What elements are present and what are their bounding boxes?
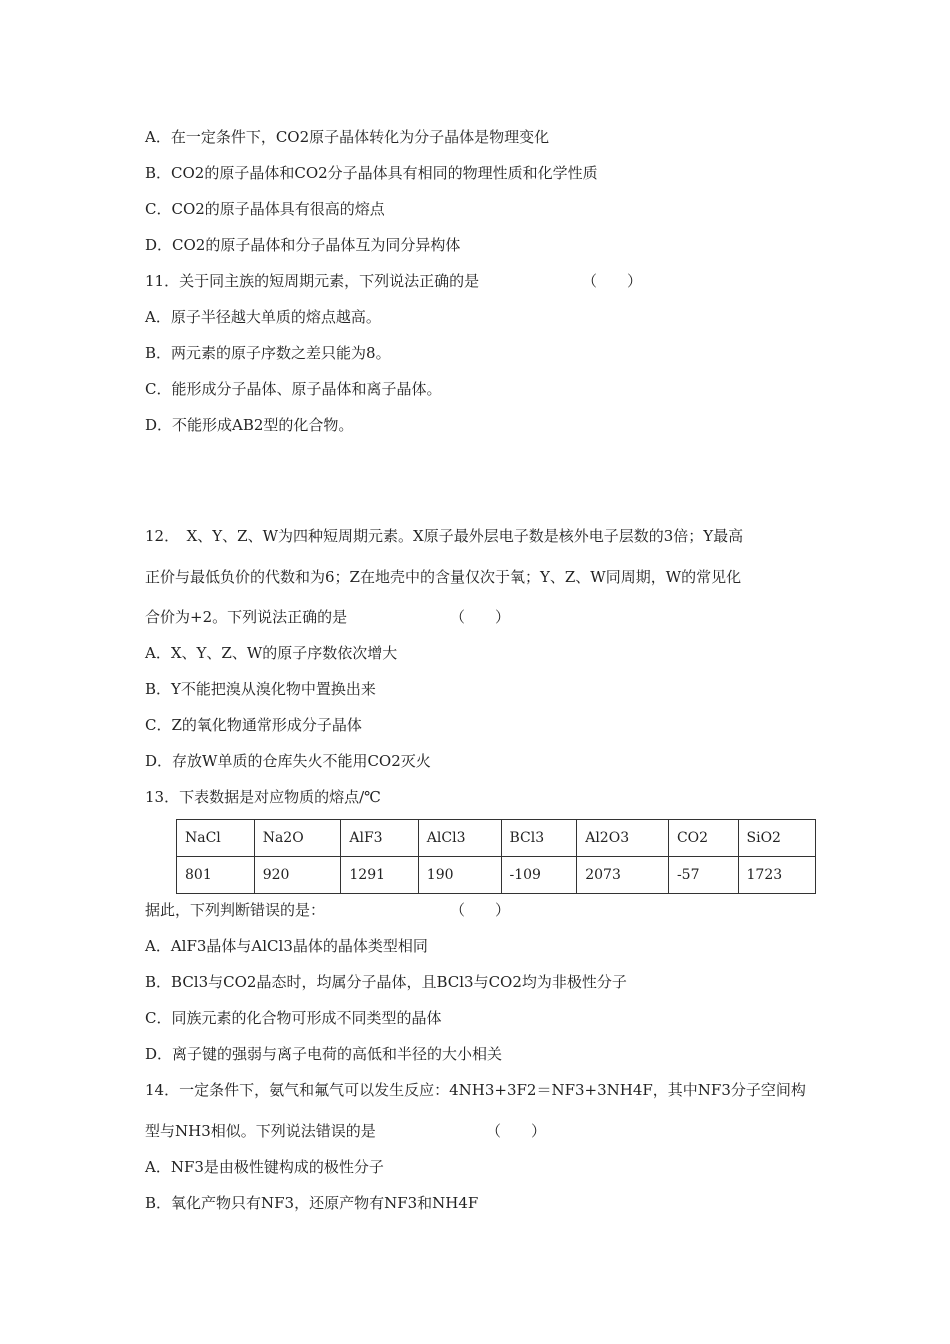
- q12-answer-blank: （ ）: [450, 608, 511, 626]
- table-cell: BCl3: [501, 820, 577, 857]
- q10-option-a: A．在一定条件下，CO2原子晶体转化为分子晶体是物理变化: [145, 128, 550, 146]
- table-cell: AlCl3: [418, 820, 501, 857]
- q11-stem: 11．关于同主族的短周期元素，下列说法正确的是: [145, 272, 480, 290]
- q12-option-a: A．X、Y、Z、W的原子序数依次增大: [145, 644, 398, 662]
- q14-stem-line1: 14．一定条件下，氨气和氟气可以发生反应：4NH3+3F2＝NF3+3NH4F，其中NF3分子空间构: [145, 1081, 806, 1099]
- q13-stem-2: 据此，下列判断错误的是：: [145, 901, 326, 919]
- table-cell: 801: [177, 857, 255, 894]
- table-cell: Na2O: [254, 820, 341, 857]
- q12-option-b: B．Y不能把溴从溴化物中置换出来: [145, 680, 376, 698]
- q10-option-c: C．CO2的原子晶体具有很高的熔点: [145, 200, 385, 218]
- q11-answer-blank: （ ）: [582, 272, 643, 290]
- table-cell: -57: [668, 857, 738, 894]
- q12-option-d: D．存放W单质的仓库失火不能用CO2灭火: [145, 752, 431, 770]
- table-cell: 2073: [577, 857, 669, 894]
- table-cell: NaCl: [177, 820, 255, 857]
- table-row-melting-points: [177, 857, 816, 894]
- melting-point-table: [176, 819, 816, 894]
- q12-stem-line1: 12． X、Y、Z、W为四种短周期元素。X原子最外层电子数是核外电子层数的3倍；Y最高: [145, 527, 744, 545]
- q11-option-d: D．不能形成AB2型的化合物。: [145, 416, 354, 434]
- q13-option-d: D．离子键的强弱与离子电荷的高低和半径的大小相关: [145, 1045, 503, 1063]
- table-cell: 1291: [341, 857, 418, 894]
- q11-option-c: C．能形成分子晶体、原子晶体和离子晶体。: [145, 380, 442, 398]
- q14-option-a: A．NF3是由极性键构成的极性分子: [145, 1158, 384, 1176]
- table-cell: 920: [254, 857, 341, 894]
- q10-option-d: D．CO2的原子晶体和分子晶体互为同分异构体: [145, 236, 461, 254]
- table-cell: 190: [418, 857, 501, 894]
- table-cell: AlF3: [341, 820, 418, 857]
- q13-option-c: C．同族元素的化合物可形成不同类型的晶体: [145, 1009, 442, 1027]
- q11-option-a: A．原子半径越大单质的熔点越高。: [145, 308, 381, 326]
- q14-stem-line2: 型与NH3相似。下列说法错误的是: [145, 1122, 376, 1140]
- q14-option-b: B．氧化产物只有NF3，还原产物有NF3和NH4F: [145, 1194, 479, 1212]
- table-cell: 1723: [738, 857, 815, 894]
- q13-option-b: B．BCl3与CO2晶态时，均属分子晶体，且BCl3与CO2均为非极性分子: [145, 973, 627, 991]
- q13-stem: 13．下表数据是对应物质的熔点/℃: [145, 788, 381, 806]
- q12-stem-line3: 合价为+2。下列说法正确的是: [145, 608, 348, 626]
- q14-answer-blank: （ ）: [486, 1122, 547, 1140]
- table-cell: SiO2: [738, 820, 815, 857]
- q13-answer-blank: （ ）: [450, 901, 511, 919]
- table-cell: Al2O3: [577, 820, 669, 857]
- table-cell: -109: [501, 857, 577, 894]
- table-cell: CO2: [668, 820, 738, 857]
- q12-option-c: C．Z的氧化物通常形成分子晶体: [145, 716, 362, 734]
- table-row-substances: [177, 820, 816, 857]
- q10-option-b: B．CO2的原子晶体和CO2分子晶体具有相同的物理性质和化学性质: [145, 164, 598, 182]
- q13-option-a: A．AlF3晶体与AlCl3晶体的晶体类型相同: [145, 937, 428, 955]
- q12-stem-line2: 正价与最低负价的代数和为6；Z在地壳中的含量仅次于氧；Y、Z、W同周期，W的常见化: [145, 568, 742, 586]
- q11-option-b: B．两元素的原子序数之差只能为8。: [145, 344, 391, 362]
